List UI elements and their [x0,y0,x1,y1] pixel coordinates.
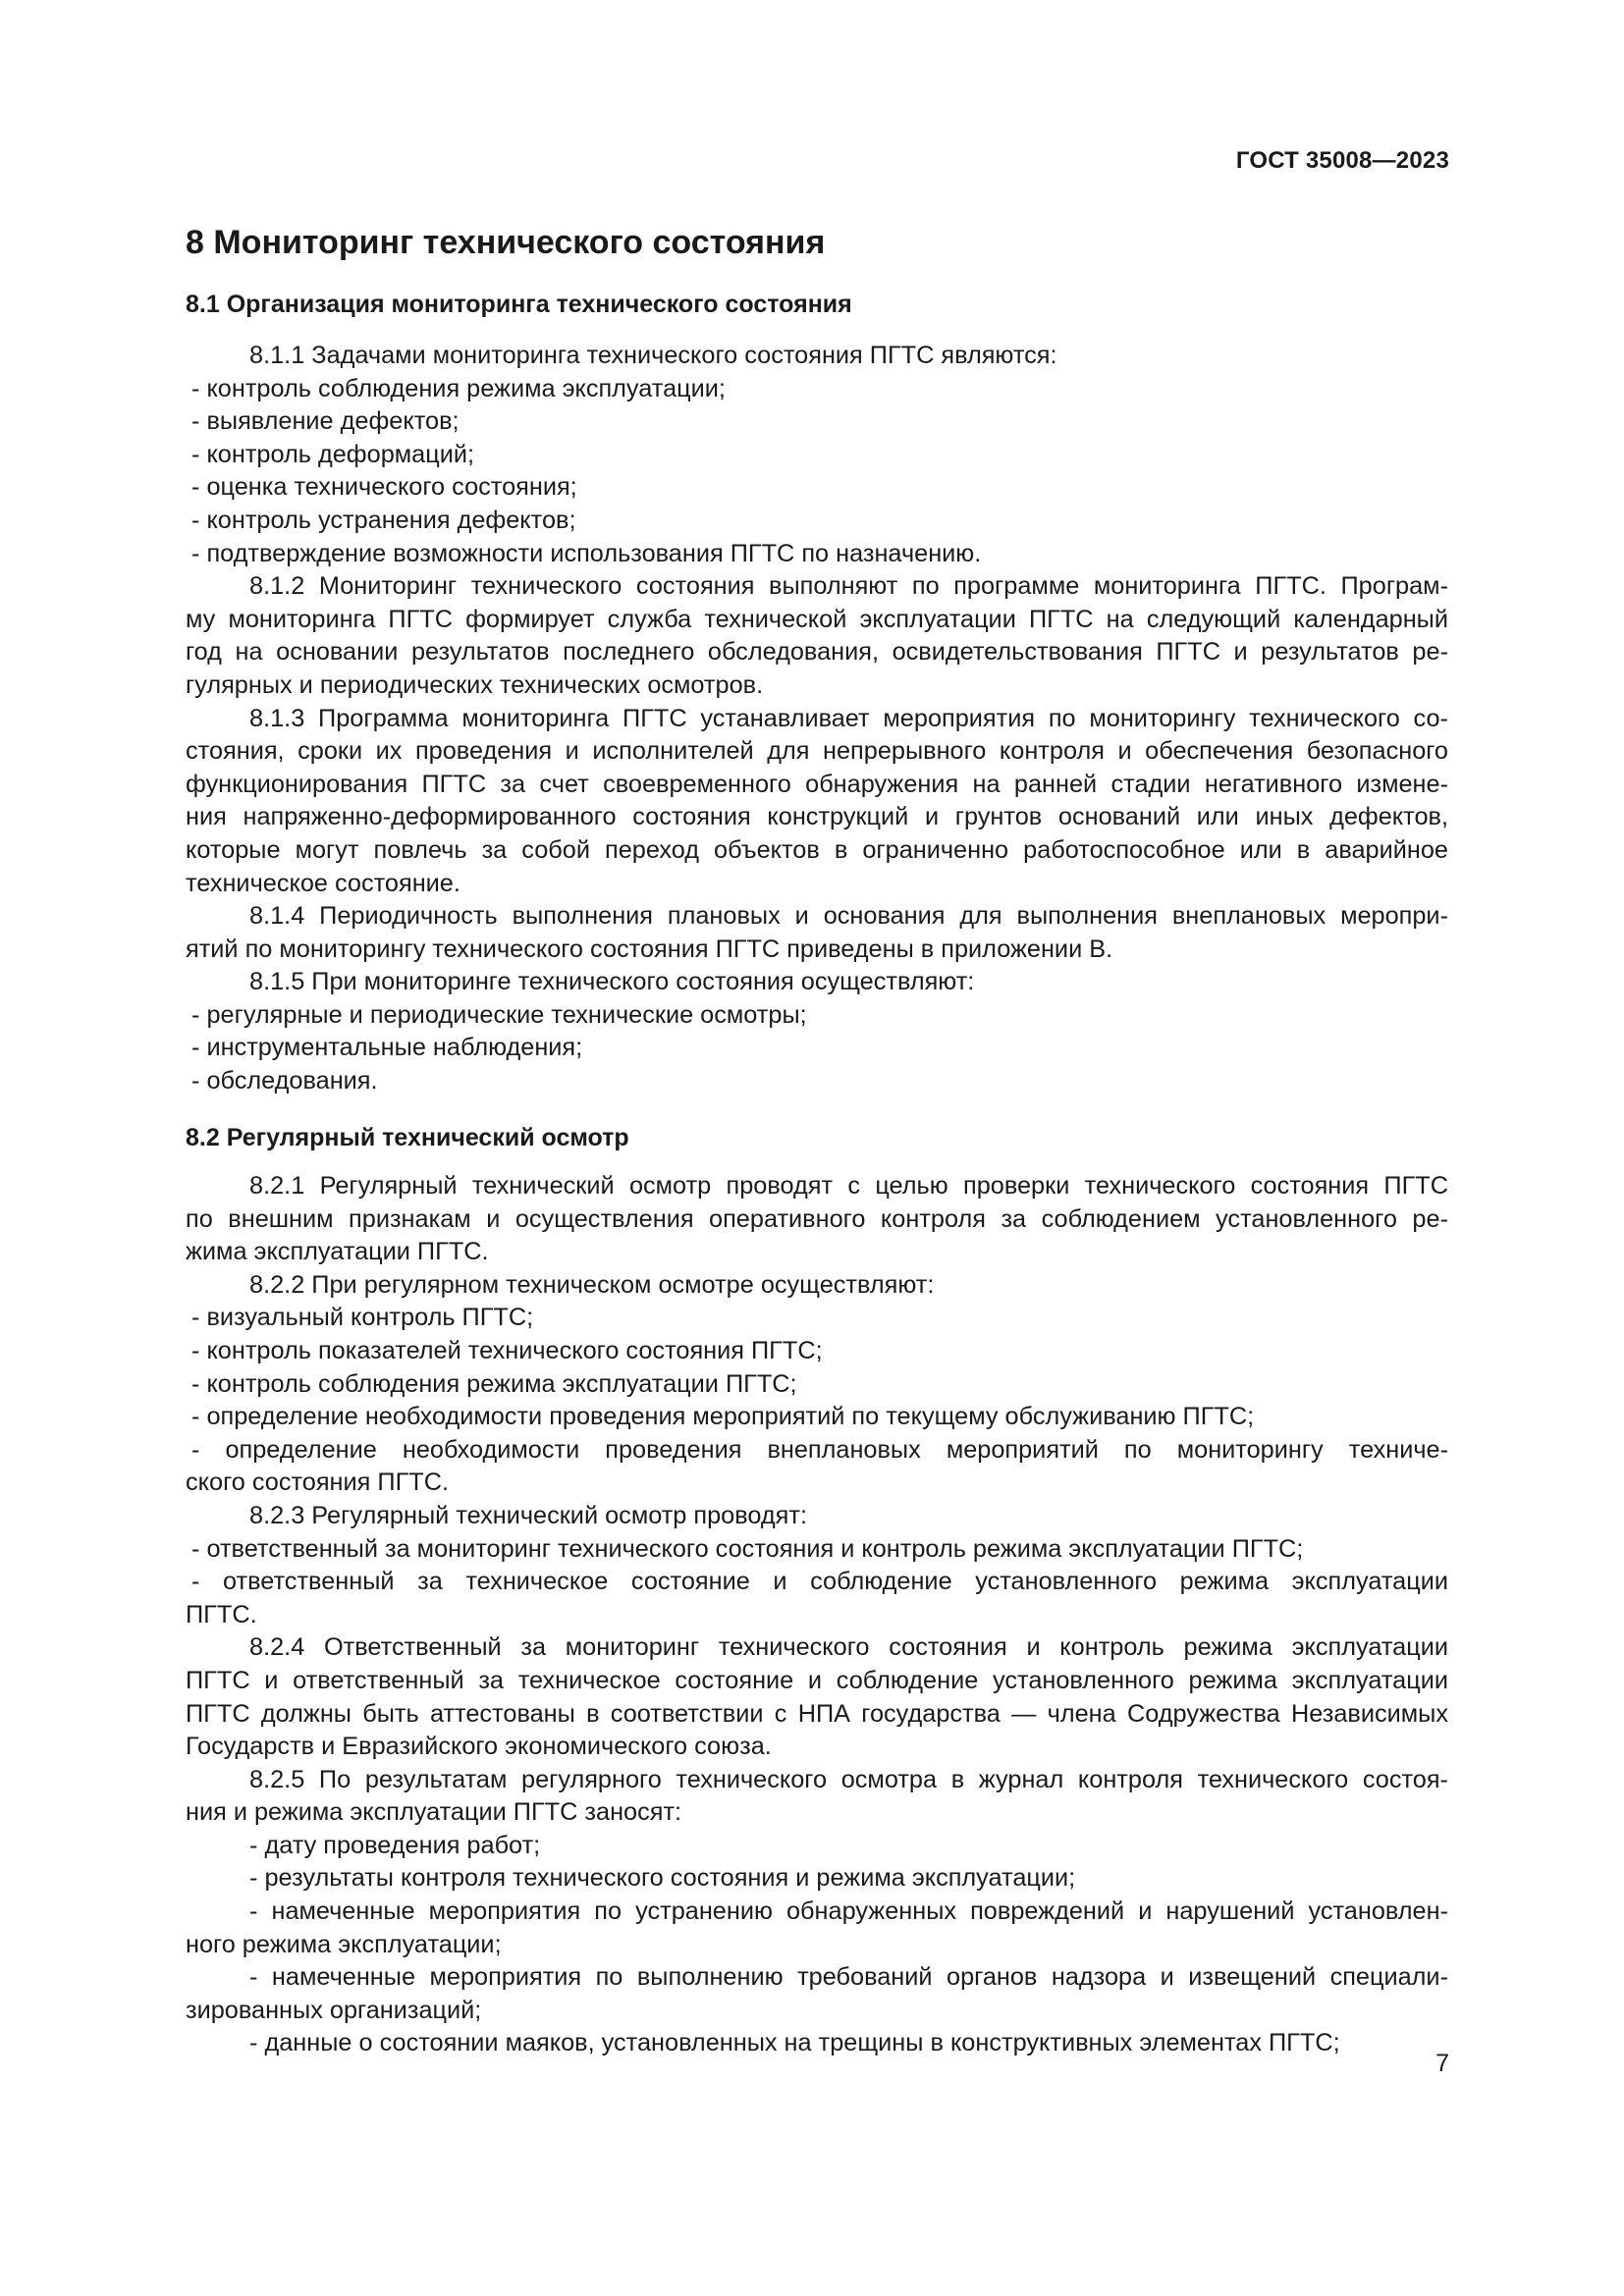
list-item: - дату проведения работ; [249,1831,541,1859]
paragraph-line: 8.1.5 При мониторинге технического состояния осуществляют: [249,968,975,996]
list-item: - оценка технического состояния; [191,473,577,502]
list-item: - регулярные и периодические технические осмотры; [191,1000,807,1029]
paragraph-line: гулярных и периодических технических осмотров. [186,670,764,699]
paragraph-line: ятий по мониторингу технического состояния ПГТС приведены в приложении В. [186,934,1113,963]
list-item: - контроль соблюдения режима эксплуатации; [191,374,726,402]
paragraph-line: му мониторинга ПГТС формирует служба технической эксплуатации ПГТС на следующий календарный [186,605,1448,633]
list-item: - подтверждение возможности использования ПГТС по назначению. [191,539,982,567]
list-item: - контроль устранения дефектов; [191,506,576,534]
list-item: - определение необходимости проведения внеплановых мероприятий по мониторингу техниче- [191,1435,1448,1464]
list-item: - ответственный за мониторинг технического состояния и контроль режима эксплуатации ПГТС; [191,1534,1304,1563]
paragraph-line: жима эксплуатации ПГТС. [186,1238,489,1266]
list-item: - определение необходимости проведения мероприятий по текущему обслуживанию ПГТС; [191,1403,1255,1431]
section-8-2-body [186,1170,1448,2060]
paragraph-line: год на основании результатов последнего обследования, освидетельствования ПГТС и результатов ре- [186,638,1448,667]
list-item: - контроль показателей технического состояния ПГТС; [191,1336,823,1364]
list-item: - контроль соблюдения режима эксплуатации ПГТС; [191,1369,797,1398]
standard-header: ГОСТ 35008—2023 [1235,147,1449,174]
section-8-1-body [186,340,1448,1098]
paragraph-line: ского состояния ПГТС. [186,1468,450,1497]
paragraph-line: 8.1.4 Периодичность выполнения плановых и основания для выполнения внеплановых меропри- [249,902,1448,931]
list-item: - инструментальные наблюдения; [191,1034,583,1062]
list-item: - выявление дефектов; [191,407,460,436]
list-item: - обследования. [191,1067,378,1095]
paragraph-line: функционирования ПГТС за счет своевременного обнаружения на ранней стадии негативного измене- [186,770,1448,798]
paragraph-line: зированных организаций; [186,1996,482,2024]
list-item: - контроль деформаций; [191,440,474,468]
paragraph-line: 8.2.3 Регулярный технический осмотр проводят: [249,1501,807,1529]
section-8-2-title: 8.2 Регулярный технический осмотр [186,1124,629,1151]
paragraph-line: по внешним признакам и осуществления оперативного контроля за соблюдением установленного ре- [186,1204,1448,1233]
paragraph-line: стояния, сроки их проведения и исполнителей для непрерывного контроля и обеспечения безопасного [186,737,1448,766]
paragraph-line: 8.2.2 При регулярном техническом осмотре осуществляют: [249,1270,935,1299]
list-item: - ответственный за техническое состояние и соблюдение установленного режима эксплуатации [191,1568,1448,1596]
paragraph-line: 8.1.1 Задачами мониторинга технического состояния ПГТС являются: [249,342,1057,369]
page-number: 7 [1435,2050,1449,2077]
paragraph-line: ПГТС должны быть аттестованы в соответствии с НПА государства — члена Содружества Независимых [186,1699,1448,1728]
paragraph-line: ПГТС и ответственный за техническое состояние и соблюдение установленного режима эксплуатации [186,1666,1448,1694]
paragraph-line: ния и режима эксплуатации ПГТС заносят: [186,1798,682,1827]
list-item: - намеченные мероприятия по устранению обнаруженных повреждений и нарушений установлен- [249,1897,1448,1926]
list-item: - намеченные мероприятия по выполнению требований органов надзора и извещений специали- [249,1963,1448,1992]
section-8-title: 8 Мониторинг технического состояния [186,224,826,261]
paragraph-line: 8.1.3 Программа мониторинга ПГТС устанавливает мероприятия по мониторингу технического со- [249,704,1448,732]
paragraph-line: ного режима эксплуатации; [186,1930,502,1958]
list-item: - данные о состоянии маяков, установленных на трещины в конструктивных элементах ПГТС; [249,2029,1340,2057]
list-item: - результаты контроля технического состояния и режима эксплуатации; [249,1864,1076,1893]
section-8-1-title: 8.1 Организация мониторинга технического состояния [186,291,852,318]
paragraph-line: 8.2.1 Регулярный технический осмотр проводят с целью проверки технического состояния ПГТС [249,1172,1448,1200]
paragraph-line: которые могут повлечь за собой переход объектов в ограниченно работоспособное или в аварийное [186,835,1448,864]
list-item: - визуальный контроль ПГТС; [191,1304,534,1332]
paragraph-line: техническое состояние. [186,869,460,897]
paragraph-line: Государств и Евразийского экономического союза. [186,1733,772,1761]
paragraph-line: ПГТС. [186,1600,257,1629]
paragraph-line: 8.2.4 Ответственный за мониторинг технического состояния и контроль режима эксплуатации [249,1633,1448,1662]
paragraph-line: 8.2.5 По результатам регулярного технического осмотра в журнал контроля технического состоя- [249,1765,1448,1793]
paragraph-line: ния напряженно-деформированного состояния конструкций и грунтов оснований или иных дефектов, [186,803,1448,831]
paragraph-line: 8.1.2 Мониторинг технического состояния выполняют по программе мониторинга ПГТС. Програм- [249,572,1448,601]
